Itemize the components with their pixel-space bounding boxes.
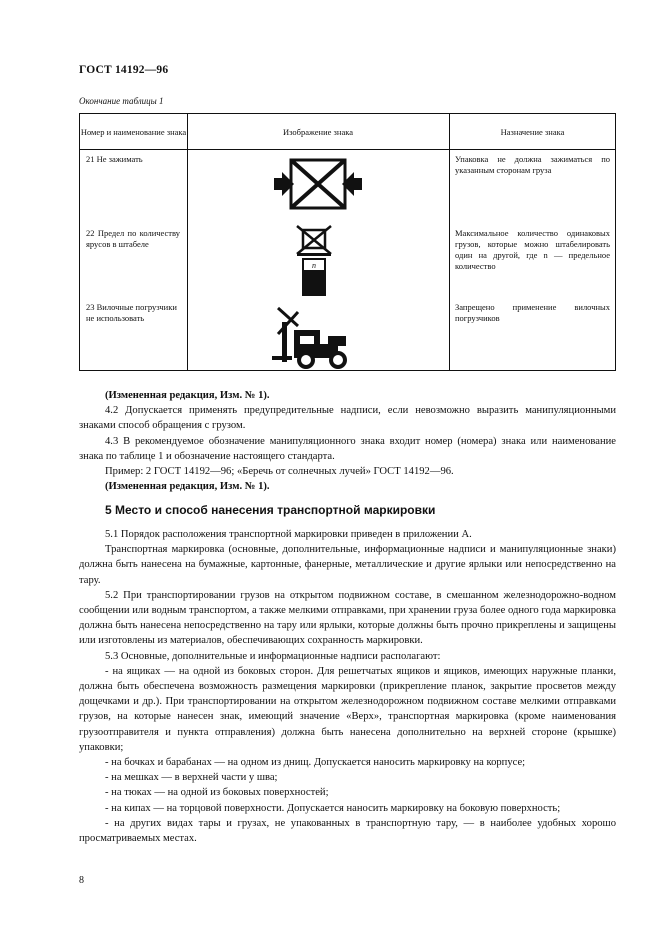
no-forklift-icon bbox=[272, 304, 360, 370]
table-row-name: 21 Не зажимать bbox=[86, 154, 143, 164]
col-header-name: Номер и наименование знака bbox=[80, 126, 187, 137]
list-item: - на ящиках — на одной из боковых сторон. Для решетчатых ящиков и ящиков, имеющих наружные планки, должна быть обеспечена возможность размещения маркировки (прикрепление планок, закрытие просветов между дощечками и др.). При транспортировании на открытом железнодорожном подвижном составе мелкими отправками грузов, на которые нанесен знак, имеющий значение «Верх», транспортная маркировка (кроме наименования грузоотправителя и пункта отправления) должна быть нанесена дополнительно на верхней стороне (крышке) упаковки; bbox=[79, 665, 616, 753]
paragraph-4-3: 4.3 В рекомендуемое обозначение манипуляционного знака входит номер (номера) знака или наименование знака по таблице 1 и обозначение настоящего стандарта. bbox=[79, 435, 616, 462]
column-divider bbox=[187, 114, 188, 370]
example-text: Пример: 2 ГОСТ 14192—96; «Беречь от солнечных лучей» ГОСТ 14192—96. bbox=[105, 466, 454, 478]
signs-table bbox=[79, 113, 616, 371]
amendment-note: (Измененная редакция, Изм. № 1). bbox=[105, 481, 270, 493]
list-item: - на бочках и барабанах — на одном из днищ. Допускается наносить маркировку на корпусе; bbox=[105, 757, 526, 769]
section-body bbox=[79, 527, 616, 846]
col-header-purpose: Назначение знака bbox=[500, 126, 565, 137]
column-divider bbox=[449, 114, 450, 370]
page-header: ГОСТ 14192—96 bbox=[79, 64, 169, 76]
section-title: 5 Место и способ нанесения транспортной маркировки bbox=[105, 503, 436, 517]
amendment-note: (Измененная редакция, Изм. № 1). bbox=[105, 390, 270, 401]
table-row-purpose: Запрещено применение вилочных погрузчиков bbox=[455, 302, 610, 323]
list-item: - на тюках — на одной из боковых поверхностей; bbox=[105, 787, 329, 799]
list-item: - на кипах — на торцовой поверхности. Допускается наносить маркировку на боковую поверхность; bbox=[105, 802, 561, 814]
table-row-purpose: Максимальное количество одинаковых грузов, которые можно штабелировать один на другой, где n — предельное количество bbox=[455, 228, 610, 271]
col-header-image: Изображение знака bbox=[282, 126, 354, 137]
paragraph-5-1b: Транспортная маркировка (основные, дополнительные, информационные надписи и манипуляционные знаки) должна быть нанесена на бумажные, картонные, фанерные, металлические и другие ярлыки или непосредственно на тару. bbox=[79, 544, 616, 586]
table-caption: Окончание таблицы 1 bbox=[79, 96, 164, 106]
list-item: - на мешках — в верхней части у шва; bbox=[105, 772, 278, 784]
paragraph-block bbox=[79, 388, 616, 494]
list-item: - на других видах тары и грузах, не упакованных в транспортную тару, — в наиболее удобных хорошо просматриваемых местах. bbox=[79, 817, 616, 845]
paragraph-5-1: 5.1 Порядок расположения транспортной маркировки приведен в приложении А. bbox=[105, 529, 472, 540]
table-row-name: 23 Вилочные погрузчики не использовать bbox=[86, 302, 177, 323]
paragraph-5-2: 5.2 При транспортировании грузов на открытом подвижном составе, в смешанном железнодорожно-водном сообщении или водным транспортом, а также мелкими отправками, при хранении груза более одного года маркировка должна быть нанесена непосредственно на тару или ярлыки, которые должны быть прочно прикреплены и защищены или изготовлены из материалов, обеспечивающих сохранность маркировки. bbox=[79, 589, 616, 647]
paragraph-4-2: 4.2 Допускается применять предупредительные надписи, если невозможно выразить манипуляционными знаками способ обращения с грузом. bbox=[79, 405, 616, 432]
page-number: 8 bbox=[79, 875, 84, 886]
do-not-clamp-icon bbox=[266, 154, 370, 214]
stacking-limit-icon bbox=[293, 222, 337, 298]
svg-text:n: n bbox=[312, 261, 316, 270]
paragraph-5-3: 5.3 Основные, дополнительные и информационные надписи располагают: bbox=[105, 650, 441, 662]
table-row-name: 22 Предел по количеству ярусов в штабеле bbox=[86, 228, 180, 249]
header-divider bbox=[80, 149, 615, 150]
table-row-purpose: Упаковка не должна зажиматься по указанным сторонам груза bbox=[455, 154, 610, 175]
